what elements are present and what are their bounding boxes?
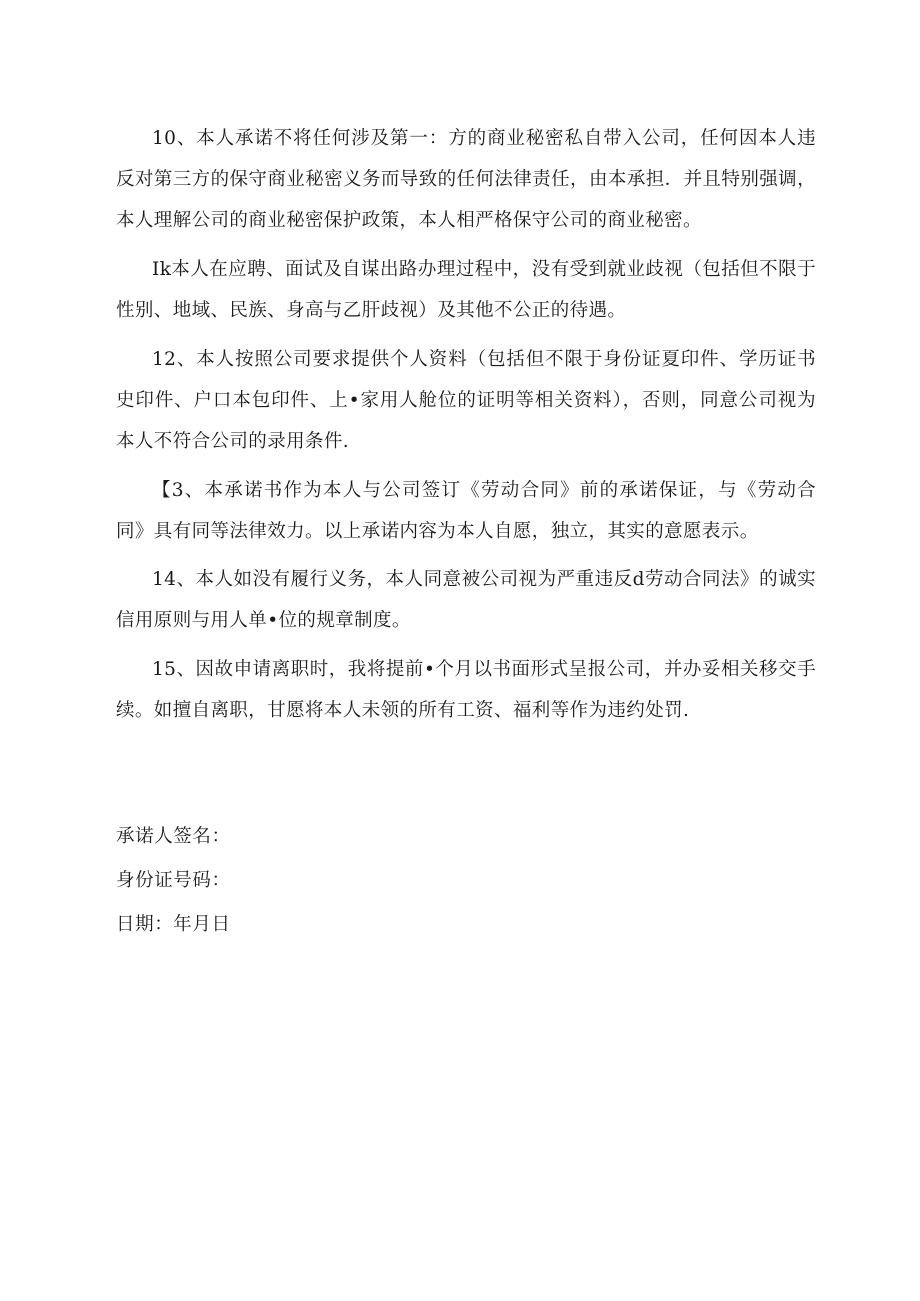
clause-10: 10、本人承诺不将任何涉及第一：方的商业秘密私自带入公司，任何因本人违反对第三方的保守商业秘密义务而导致的任何法律责任，由本承担．并且特别强调，本人理解公司的商业秘密保护政策，本人相严格保守公司的商业秘密。 [116, 128, 816, 231]
clause-11: Ik本人在应聘、面试及自谋出路办理过程中，没有受到就业歧视（包括但不限于性别、地域、民族、身高与乙肝歧视）及其他不公正的待遇。 [116, 259, 816, 321]
clause-15: 15、因故申请离职时，我将提前•个月以书面形式呈报公司，并办妥相关移交手续。如擅自离职，甘愿将本人未领的所有工资、福利等作为违约处罚. [116, 659, 816, 721]
id-number-label: 身份证号码： [116, 870, 231, 891]
clause-13: 【3、本承诺书作为本人与公司签订《劳动合同》前的承诺保证，与《劳动合同》具有同等法律效力。以上承诺内容为本人自愿，独立，其实的意愿表示。 [116, 480, 816, 542]
clause-14: 14、本人如没有履行义务，本人同意被公司视为严重违反d劳动合同法》的诚实信用原则与用人单•位的规章制度。 [116, 569, 816, 631]
date-label: 日期：年月日 [116, 914, 231, 935]
clause-12: 12、本人按照公司要求提供个人资料（包括但不限于身份证夏印件、学历证书史印件、户口本包印件、上•家用人舱位的证明等相关资料），否则，同意公司视为本人不符合公司的录用条件. [116, 349, 816, 452]
signer-name-label: 承诺人签名： [116, 826, 231, 847]
